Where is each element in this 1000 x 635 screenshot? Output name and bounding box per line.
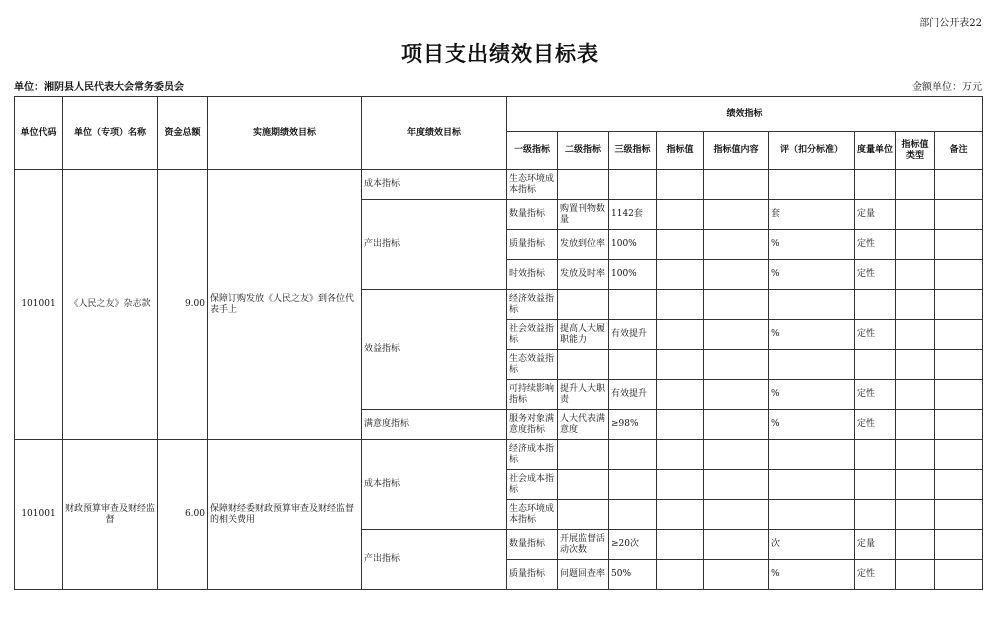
level1-cell: 质量指标: [507, 230, 558, 260]
level2-cell: 发放到位率: [558, 230, 609, 260]
value-content-cell: [704, 290, 769, 320]
measure-cell: [896, 500, 935, 530]
score-cell: [769, 440, 855, 470]
level1-cell: 生态效益指标: [507, 350, 558, 380]
measure-cell: [896, 170, 935, 200]
value-type-cell: [855, 170, 896, 200]
measure-cell: [896, 440, 935, 470]
measure-cell: [896, 350, 935, 380]
level1-cell: 社会成本指标: [507, 470, 558, 500]
annual-goal-cell: 满意度指标: [362, 410, 507, 440]
level3-cell: 100%: [609, 260, 657, 290]
annual-goal-cell: 产出指标: [362, 530, 507, 590]
level2-cell: [558, 470, 609, 500]
page-title: 项目支出绩效目标表: [401, 42, 599, 66]
score-cell: 次: [769, 530, 855, 560]
value-type-cell: 定性: [855, 320, 896, 350]
level3-cell: [609, 350, 657, 380]
value-type-cell: [855, 440, 896, 470]
remark-cell: [935, 290, 983, 320]
value-content-cell: [704, 260, 769, 290]
period-goal-cell: 保障订购发放《人民之友》到各位代表手上: [208, 170, 362, 440]
level3-cell: 有效提升: [609, 380, 657, 410]
value-cell: [657, 500, 704, 530]
level3-cell: ≥98%: [609, 410, 657, 440]
level2-cell: 开展监督活动次数: [558, 530, 609, 560]
measure-cell: [896, 230, 935, 260]
measure-cell: [896, 560, 935, 590]
score-cell: %: [769, 230, 855, 260]
funds-cell: 6.00: [158, 440, 208, 590]
value-cell: [657, 350, 704, 380]
value-cell: [657, 530, 704, 560]
value-content-cell: [704, 230, 769, 260]
annual-goal-cell: 产出指标: [362, 200, 507, 290]
level3-cell: 1142套: [609, 200, 657, 230]
unit-code-cell: 101001: [15, 440, 63, 590]
col-level2: 二级指标: [558, 132, 609, 170]
level2-cell: [558, 500, 609, 530]
level2-cell: 发放及时率: [558, 260, 609, 290]
level1-cell: 可持续影响指标: [507, 380, 558, 410]
level2-cell: 提升人大职责: [558, 380, 609, 410]
value-cell: [657, 410, 704, 440]
value-content-cell: [704, 500, 769, 530]
level2-cell: [558, 290, 609, 320]
col-unit-code: 单位代码: [15, 97, 63, 170]
level2-cell: 购置刊物数量: [558, 200, 609, 230]
remark-cell: [935, 170, 983, 200]
measure-cell: [896, 380, 935, 410]
score-cell: 套: [769, 200, 855, 230]
measure-cell: [896, 530, 935, 560]
measure-cell: [896, 290, 935, 320]
project-name-cell: 《人民之友》杂志款: [63, 170, 158, 440]
level2-cell: [558, 170, 609, 200]
value-type-cell: 定性: [855, 260, 896, 290]
level2-cell: [558, 350, 609, 380]
value-type-cell: 定性: [855, 410, 896, 440]
remark-cell: [935, 500, 983, 530]
remark-cell: [935, 230, 983, 260]
value-content-cell: [704, 380, 769, 410]
remark-cell: [935, 410, 983, 440]
col-level1: 一级指标: [507, 132, 558, 170]
value-type-cell: 定量: [855, 530, 896, 560]
performance-table: [14, 96, 983, 590]
table-number: 部门公开表22: [919, 18, 982, 29]
level1-cell: 数量指标: [507, 200, 558, 230]
remark-cell: [935, 260, 983, 290]
score-cell: [769, 170, 855, 200]
level1-cell: 服务对象满意度指标: [507, 410, 558, 440]
value-cell: [657, 440, 704, 470]
col-value-type: 指标值类型: [896, 132, 935, 170]
value-type-cell: [855, 470, 896, 500]
score-cell: [769, 470, 855, 500]
remark-cell: [935, 440, 983, 470]
score-cell: %: [769, 560, 855, 590]
level3-cell: 50%: [609, 560, 657, 590]
funds-cell: 9.00: [158, 170, 208, 440]
period-goal-cell: 保障财经委财政预算审查及财经监督的相关费用: [208, 440, 362, 590]
col-period-goal: 实施期绩效目标: [208, 97, 362, 170]
measure-cell: [896, 320, 935, 350]
value-cell: [657, 560, 704, 590]
value-type-cell: [855, 350, 896, 380]
level2-cell: 提高人大履职能力: [558, 320, 609, 350]
table-row: [15, 170, 983, 200]
level1-cell: 生态环境成本指标: [507, 500, 558, 530]
level3-cell: [609, 500, 657, 530]
value-content-cell: [704, 320, 769, 350]
score-cell: [769, 500, 855, 530]
level3-cell: [609, 290, 657, 320]
measure-cell: [896, 470, 935, 500]
level3-cell: ≥20次: [609, 530, 657, 560]
level3-cell: [609, 170, 657, 200]
unit-code-cell: 101001: [15, 170, 63, 440]
value-content-cell: [704, 530, 769, 560]
col-score: 评（扣分标准）: [769, 132, 855, 170]
value-content-cell: [704, 350, 769, 380]
value-content-cell: [704, 200, 769, 230]
value-type-cell: 定量: [855, 200, 896, 230]
level3-cell: [609, 440, 657, 470]
score-cell: %: [769, 260, 855, 290]
remark-cell: [935, 560, 983, 590]
amount-unit: 金额单位：万元: [912, 82, 982, 93]
remark-cell: [935, 350, 983, 380]
score-cell: [769, 290, 855, 320]
unit-label: 单位：湘阴县人民代表大会常务委员会: [14, 82, 184, 93]
col-measure-unit: 度量单位: [855, 132, 896, 170]
level3-cell: [609, 470, 657, 500]
value-type-cell: [855, 500, 896, 530]
measure-cell: [896, 410, 935, 440]
level1-cell: 经济效益指标: [507, 290, 558, 320]
level1-cell: 时效指标: [507, 260, 558, 290]
value-type-cell: 定性: [855, 380, 896, 410]
annual-goal-cell: 效益指标: [362, 290, 507, 410]
col-value: 指标值: [657, 132, 704, 170]
level1-cell: 质量指标: [507, 560, 558, 590]
level2-cell: [558, 440, 609, 470]
level2-cell: 问题回查率: [558, 560, 609, 590]
level2-cell: 人大代表满意度: [558, 410, 609, 440]
table-row: [15, 440, 983, 470]
level1-cell: 数量指标: [507, 530, 558, 560]
value-content-cell: [704, 560, 769, 590]
value-cell: [657, 200, 704, 230]
value-cell: [657, 230, 704, 260]
measure-cell: [896, 200, 935, 230]
score-cell: %: [769, 380, 855, 410]
annual-goal-cell: 成本指标: [362, 440, 507, 530]
value-cell: [657, 170, 704, 200]
level1-cell: 生态环境成本指标: [507, 170, 558, 200]
value-content-cell: [704, 170, 769, 200]
value-cell: [657, 320, 704, 350]
score-cell: %: [769, 410, 855, 440]
col-project-name: 单位（专项）名称: [63, 97, 158, 170]
level3-cell: 有效提升: [609, 320, 657, 350]
value-type-cell: 定性: [855, 560, 896, 590]
remark-cell: [935, 470, 983, 500]
annual-goal-cell: 成本指标: [362, 170, 507, 200]
project-name-cell: 财政预算审查及财经监督: [63, 440, 158, 590]
level1-cell: 经济成本指标: [507, 440, 558, 470]
value-cell: [657, 380, 704, 410]
value-type-cell: 定性: [855, 230, 896, 260]
col-total-funds: 资金总额: [158, 97, 208, 170]
col-annual-goal: 年度绩效目标: [362, 97, 507, 170]
value-content-cell: [704, 440, 769, 470]
remark-cell: [935, 380, 983, 410]
value-cell: [657, 470, 704, 500]
value-cell: [657, 290, 704, 320]
score-cell: %: [769, 320, 855, 350]
score-cell: [769, 350, 855, 380]
col-level3: 三级指标: [609, 132, 657, 170]
col-remark: 备注: [935, 132, 983, 170]
value-type-cell: [855, 290, 896, 320]
value-content-cell: [704, 410, 769, 440]
level3-cell: 100%: [609, 230, 657, 260]
level1-cell: 社会效益指标: [507, 320, 558, 350]
value-cell: [657, 260, 704, 290]
col-indicators: 绩效指标: [507, 97, 983, 132]
value-content-cell: [704, 470, 769, 500]
remark-cell: [935, 320, 983, 350]
remark-cell: [935, 200, 983, 230]
measure-cell: [896, 260, 935, 290]
col-value-content: 指标值内容: [704, 132, 769, 170]
remark-cell: [935, 530, 983, 560]
